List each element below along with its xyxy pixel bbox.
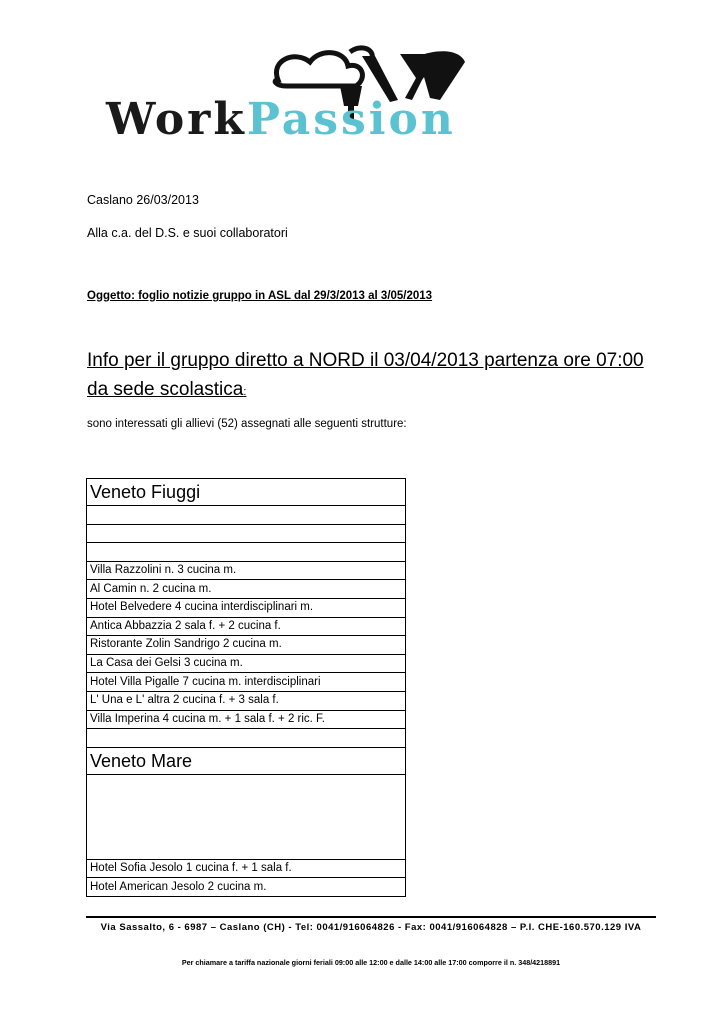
empty-cell bbox=[87, 543, 406, 562]
table-row bbox=[87, 878, 406, 897]
table-row bbox=[87, 654, 406, 673]
footer-note: Per chiamare a tariffa nazionale giorni feriali 09:00 alle 12:00 e dalle 14:00 alle 17:00 comporre il n. 348/4218891 bbox=[181, 958, 561, 967]
empty-row bbox=[87, 774, 406, 859]
table-row bbox=[87, 710, 406, 729]
table-row bbox=[87, 859, 406, 878]
empty-row bbox=[87, 729, 406, 748]
date-line: Caslano 26/03/2013 bbox=[87, 193, 199, 207]
table-cell: Al Camin n. 2 cucina m. bbox=[87, 580, 406, 599]
table-cell: Ristorante Zolin Sandrigo 2 cucina m. bbox=[87, 636, 406, 655]
section-title: Veneto Fiuggi bbox=[87, 479, 406, 506]
section-title: Veneto Mare bbox=[87, 747, 406, 774]
page-heading bbox=[87, 346, 667, 407]
table-row bbox=[87, 617, 406, 636]
heading-text: Info per il gruppo diretto a NORD il 03/04/2013 partenza ore 07:00 da sede scolastica bbox=[87, 350, 644, 400]
footer-address: Via Sassalto, 6 - 6987 – Caslano (CH) - Tel: 0041/916064826 - Fax: 0041/916064828 – P.I. CHE-160.570.129 IVA bbox=[100, 922, 642, 933]
table-row bbox=[87, 673, 406, 692]
pan-icon bbox=[418, 51, 465, 100]
logo-wordmark bbox=[106, 94, 456, 145]
table-cell: Antica Abbazzia 2 sala f. + 2 cucina f. bbox=[87, 617, 406, 636]
empty-cell bbox=[87, 729, 406, 748]
empty-row bbox=[87, 524, 406, 543]
structures-table bbox=[86, 478, 406, 897]
table-cell: Hotel Villa Pigalle 7 cucina m. interdisciplinari bbox=[87, 673, 406, 692]
empty-cell bbox=[87, 524, 406, 543]
section-header-row bbox=[87, 479, 406, 506]
empty-row bbox=[87, 543, 406, 562]
table-cell: Hotel Sofia Jesolo 1 cucina f. + 1 sala f. bbox=[87, 859, 406, 878]
empty-row bbox=[87, 506, 406, 525]
empty-cell bbox=[87, 774, 406, 859]
subject-line: Oggetto: foglio notizie gruppo in ASL dal 29/3/2013 al 3/05/2013 bbox=[87, 290, 433, 302]
intro-text: sono interessati gli allievi (52) assegnati alle seguenti strutture: bbox=[87, 418, 407, 430]
chef-hat-icon bbox=[275, 48, 372, 86]
table-row bbox=[87, 636, 406, 655]
recipient-line: Alla c.a. del D.S. e suoi collaboratori bbox=[87, 226, 288, 240]
table-cell: Villa Imperina 4 cucina m. + 1 sala f. + 2 ric. F. bbox=[87, 710, 406, 729]
footer-divider bbox=[86, 916, 656, 918]
table-row bbox=[87, 598, 406, 617]
table-row bbox=[87, 691, 406, 710]
heading-colon: : bbox=[243, 386, 247, 398]
table-cell: Hotel American Jesolo 2 cucina m. bbox=[87, 878, 406, 897]
logo-word-passion: Passion bbox=[246, 94, 456, 145]
section-header-row bbox=[87, 747, 406, 774]
logo-word-work: Work bbox=[106, 94, 247, 145]
empty-cell bbox=[87, 506, 406, 525]
table-cell: L' Una e L' altra 2 cucina f. + 3 sala f. bbox=[87, 691, 406, 710]
table-row bbox=[87, 580, 406, 599]
table-cell: Hotel Belvedere 4 cucina interdisciplinari m. bbox=[87, 598, 406, 617]
table-cell: La Casa dei Gelsi 3 cucina m. bbox=[87, 654, 406, 673]
table-row bbox=[87, 561, 406, 580]
table-cell: Villa Razzolini n. 3 cucina m. bbox=[87, 561, 406, 580]
